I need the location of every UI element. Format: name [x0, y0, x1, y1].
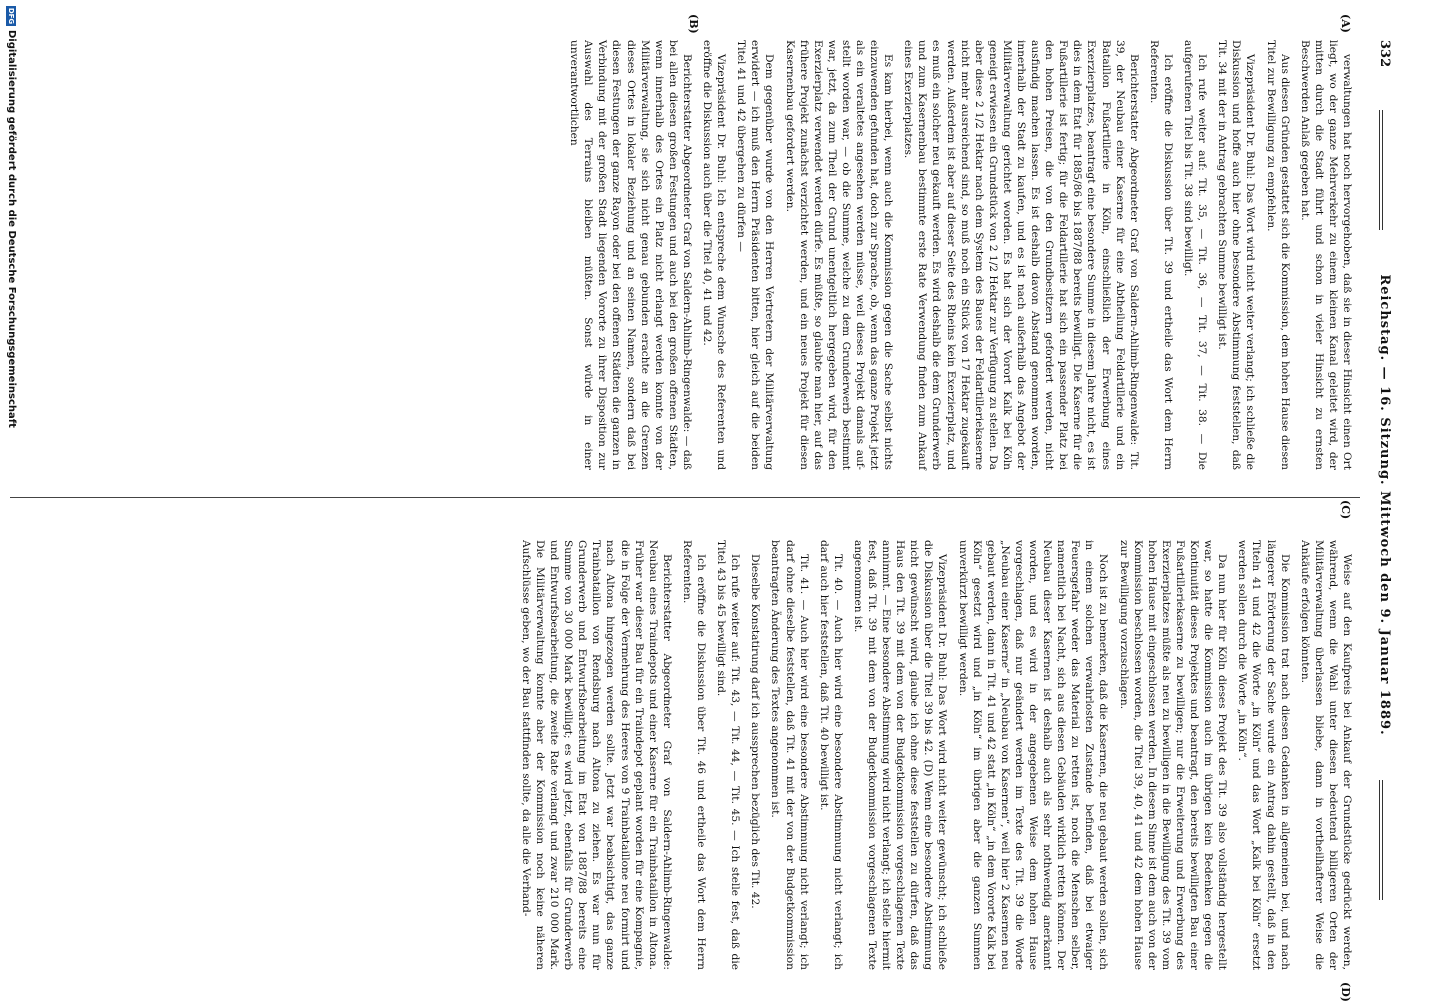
paragraph: Vizepräsident Dr. Buhl: Das Wort wird nicht weiter gewünscht; ich schließe die Diskussion über die Titel 39 bis 42. (D) Wenn eine besondere Abstimmung nicht gewünscht wird, glaube ich ohne diese feststellen zu dürfen, daß das Haus den Tit. 39 mit dem von der Budgetkommission vorgeschlagenen Texte annimmt. — Eine besondere Abstimmung wird nicht verlangt; ich stelle hiermit fest, daß Tit. 39 mit dem von der Budgetkommission vorgeschlagenen Texte angenommen ist.	[851, 540, 949, 970]
paragraph: Vizepräsident Dr. Buhl: Ich entspreche dem Wunsche des Referenten und eröffne die Diskussion auch über die Titel 40, 41 und 42.	[701, 40, 728, 470]
paragraph: Ich rufe weiter auf: Tit. 43, — Tit. 44, — Tit. 45. — Ich stelle fest, daß die Titel 43 bis 45 bewilligt sind.	[715, 540, 742, 970]
margin-marker-b: (B)	[687, 14, 700, 34]
margin-marker-d: (D)	[1339, 982, 1352, 1002]
paragraph: Berichterstatter Abgeordneter Graf von Saldern-Ahlimb-Ringenwalde: — daß bei allen diesen großen Festungen und auch bei den großen offenen Städten, wenn innerhalb des Ortes ein Platz nicht erlangt werden konnte von der Militärverwaltung, sie sich nicht genau gebunden erachte an die Grenzen dieses Ortes in lokaler Beziehung und an seinen Namen, sondern daß bei diesen Festungen der ganze Rayon oder bei den offenen Städten die ganzen in Verbindung mit der großen Stadt liegenden Vororte zu ihrer Disposition zur Auswahl des Terrains bleiben müßten. Sonst würde in einer unverantwortlichen	[568, 40, 693, 470]
dfg-logo: DFG	[7, 7, 15, 25]
column-divider	[10, 497, 1360, 498]
page-title: Reichstag. — 16. Sitzung. Mittwoch den 9. Januar 1889.	[1377, 274, 1392, 736]
funding-credit: Digitalisierung gefördert durch die Deutsche Forschungsgemeinschaft	[6, 30, 17, 428]
page-header	[1362, 40, 1392, 970]
paragraph: Aus diesen Gründen gestattet sich die Kommission, dem hohen Hause diesen Titel zur Bewilligung zu empfehlen.	[1264, 40, 1291, 470]
left-column	[14, 40, 1354, 470]
page-number: 332	[1377, 40, 1392, 68]
digitization-footer	[0, 0, 18, 1000]
paragraph: Ich eröffne die Diskussion über Tit. 46 und ertheile das Wort dem Herrn Referenten.	[680, 540, 708, 970]
paragraph: Berichterstatter Abgeordneter Graf von Saldern-Ahlimb-Ringenwalde: Neubau eines Traindepots und einer Kaserne für ein Trainbataillon in Altona. Früher war dieser Bau für ein Traindepot geplant worden für eine Kompagnie, die in Folge der Vermehrung des Heeres von 9 Trainbataillone neu formirt und nach Altona hingezogen werden sollte. Jetzt war beabsichtigt, das ganze Trainbataillon von Rendsburg nach Altona zu ziehen. Es war nun für Grunderwerb und Entwurfsbearbeitung im Etat von 1887/88 bereits eine Summe von 30 000 Mark bewilligt; es wird jetzt, ebenfalls für Grunderwerb und Entwurfsbearbeitung, die zweite Rate verlangt und zwar 210 000 Mark. Die Militärverwaltung konnte aber der Kommission noch keine näheren Aufschlüsse geben, wo der Bau stattfinden sollte, da alle die Verhand-	[519, 540, 673, 970]
margin-marker-c: (C)	[1339, 500, 1352, 520]
paragraph: verwaltungen hat noch hervorgehoben, daß sie in dieser Hinsicht einen Ort liegt, wo der ganze Mehrverkehr zu einem kleinen Kanal geleitet wird, der mitten durch die Stadt führt und schon in vieler Hinsicht zu ernsten Beschwerden Anlaß gegeben hat.	[1298, 40, 1353, 470]
paragraph: Da nun hier für Köln dieses Projekt des Tit. 39 also vollständig hergestellt war, so hatte die Kommission auch im übrigen kein Bedenken gegen die Kontinuität dieses Projektes und beantragt, den bereits bewilligten Bau einer Fußartilleriekaserne zu bewilligen; nur die Erweiterung und Erwerbung des Exerzierplatzes müßte als neu zu bewilligen in die Bewilligung des Tit. 39 vom hohen Hause mit eingeschlossen werden. In diesem Sinne ist dem auch von der Kommission beschlossen worden, die Titel 39, 40, 41 und 42 dem hohen Hause zur Bewilligung vorzuschlagen.	[1117, 540, 1229, 970]
paragraph: Tit. 41. — Auch hier wird eine besondere Abstimmung nicht verlangt; ich darf ohne dieselbe feststellen, daß Tit. 41 mit der von der Budgetkommission beantragten Änderung des Textes angenommen ist.	[769, 540, 810, 970]
margin-marker-a: (A)	[1339, 14, 1352, 33]
paragraph: Es kam hierbei, wenn auch die Kommission gegen die Sache selbst nichts einzuwenden gefunden hat, doch zur Sprache, ob, wenn das ganze Projekt jetzt als ein veraltetes angesehen werden müsse, weil dieses Projekt damals auf- stellt worden war, — ob die Summe, welche zu dem Grunderwerb bestimmt war, jetzt, da zum Theil der Grund unentgeltlich hergegeben wird, für den Exerzierplatz verwendet werden dürfe. Es müßte, so glaubte man hier, auf das frühere Projekt zunächst verzichtet werden, und ein neues Projekt für diesen Kasernenbau gefordert werden.	[783, 40, 895, 470]
right-column	[14, 540, 1354, 970]
paragraph: Dem gegenüber wurde von den Herren Vertretern der Militärverwaltung erwidert — ich muß den Herrn Präsidenten bitten, hier gleich auf die beiden Titel 41 und 42 übergehen zu dürfen —	[735, 40, 776, 470]
paragraph: Noch ist zu bemerken, daß die Kasernen, die neu gebaut werden sollen, sich in einem solchen verwahrlosten Zustande befinden, daß bei etwaiger Feuersgefahr weder das Material zu retten ist, noch die Menschen selber, namentlich bei Nacht, sich aus diesen Gebäuden wirklich retten können. Der Neubau dieser Kasernen ist deshalb auch als sehr nothwendig anerkannt worden, und es wird in der angegebenen Weise dem hohen Hause vorgeschlagen, daß nur geändert werden im Texte des Tit. 39 die Worte „Neubau einer Kaserne“ in „Neubau von Kasernen“, weil hier 2 Kasernen neu gebaut werden, dann in Tit. 41 und 42 statt „in Köln“ „in dem Vororte Kalk bei Köln“ gesetzt wird und „in Köln“ im übrigen aber die ganzen Summen unverkürzt bewilligt werden.	[956, 540, 1110, 970]
paragraph: Berichterstatter Abgeordneter Graf von Saldern-Ahlimb-Ringenwalde: Tit. 39, der Neubau einer Kaserne für eine Abtheilung Feldartillerie und ein Bataillon Fußartillerie in Köln, einschließlich der Erwerbung eines Exerzierplatzes, beantragt eine besondere Summe in diesem Jahre nicht, es ist dies in dem Etat für 1885/86 bis 1887/88 bereits bewilligt. Die Kaserne für die Fußartillerie ist fertig; für die Feldartillerie hat sich ein passender Platz bei den hohen Preisen, die von den Grundbesitzern gefordert werden, nicht ausfindig machen lassen. Es ist deshalb davon Abstand genommen worden, innerhalb der Stadt zu kaufen, und es ist nach außerhalb das Angebot der Militärverwaltung gerichtet worden. Es hat sich der Vorort Kalk bei Köln geneigt erwiesen ein Grundstück von 2 1/2 Hektar zur Verfügung zu stellen. Da aber diese 2 1/2 Hektar nach dem System des Baues der Feldartilleriekaserne nicht mehr ausreichend sind, so muß noch ein Stück von 17 Hektar zugekauft werden. Außerdem ist aber auf dieser Seite des Rheins kein Exerzierplatz, und es muß ein solcher neu gekauft werden. Es wird deshalb die dem Grunderwerb und zum Kasernenbau bestimmte erste Rate Verwendung finden zum Ankauf eines Exerzierplatzes.	[902, 40, 1140, 470]
paragraph: Ich rufe weiter auf: Tit. 35, — Tit. 36, — Tit. 37, — Tit. 38. — Die aufgerufenen Titel bis Tit. 38 sind bewilligt.	[1182, 40, 1209, 470]
paragraph: Tit. 40. — Auch hier wird eine besondere Abstimmung nicht verlangt; ich darf auch hier feststellen, daß Tit. 40 bewilligt ist.	[817, 540, 844, 970]
paragraph: Ich eröffne die Diskussion über Tit. 39 und ertheile das Wort dem Herrn Referenten.	[1147, 40, 1174, 470]
paragraph: Dieselbe Konstatirung darf ich aussprechen bezüglich des Tit. 42.	[749, 554, 762, 909]
header-rule	[1379, 780, 1383, 900]
paragraph: Die Kommission trat nach diesen Gedanken in allgemeinen bei, und nach längerer Erörterung der Sache wurde ein Antrag dahin gestellt, daß in den Titeln 41 und 42 die Worte „in Köln“ und das Wort „Kalk bei Köln“ ersetzt werden sollen durch die Worte „in Köln“.	[1236, 540, 1291, 970]
paragraph: Weise auf den Kaufpreis bei Ankauf der Grundstücke gedrückt werden, während, wenn die Wahl unter diesen bedeutend billigeren Orten der Militärverwaltung überlassen bliebe, dann in vortheilhafterer Weise die Ankäufe erfolgen könnten.	[1298, 540, 1353, 970]
paragraph: Vizepräsident Dr. Buhl: Das Wort wird nicht weiter verlangt; ich schließe die Diskussion und hoffe auch hier ohne besondere Abstimmung feststellen, daß Tit. 34 mit der in Antrag gebrachten Summe bewilligt ist.	[1216, 40, 1257, 470]
